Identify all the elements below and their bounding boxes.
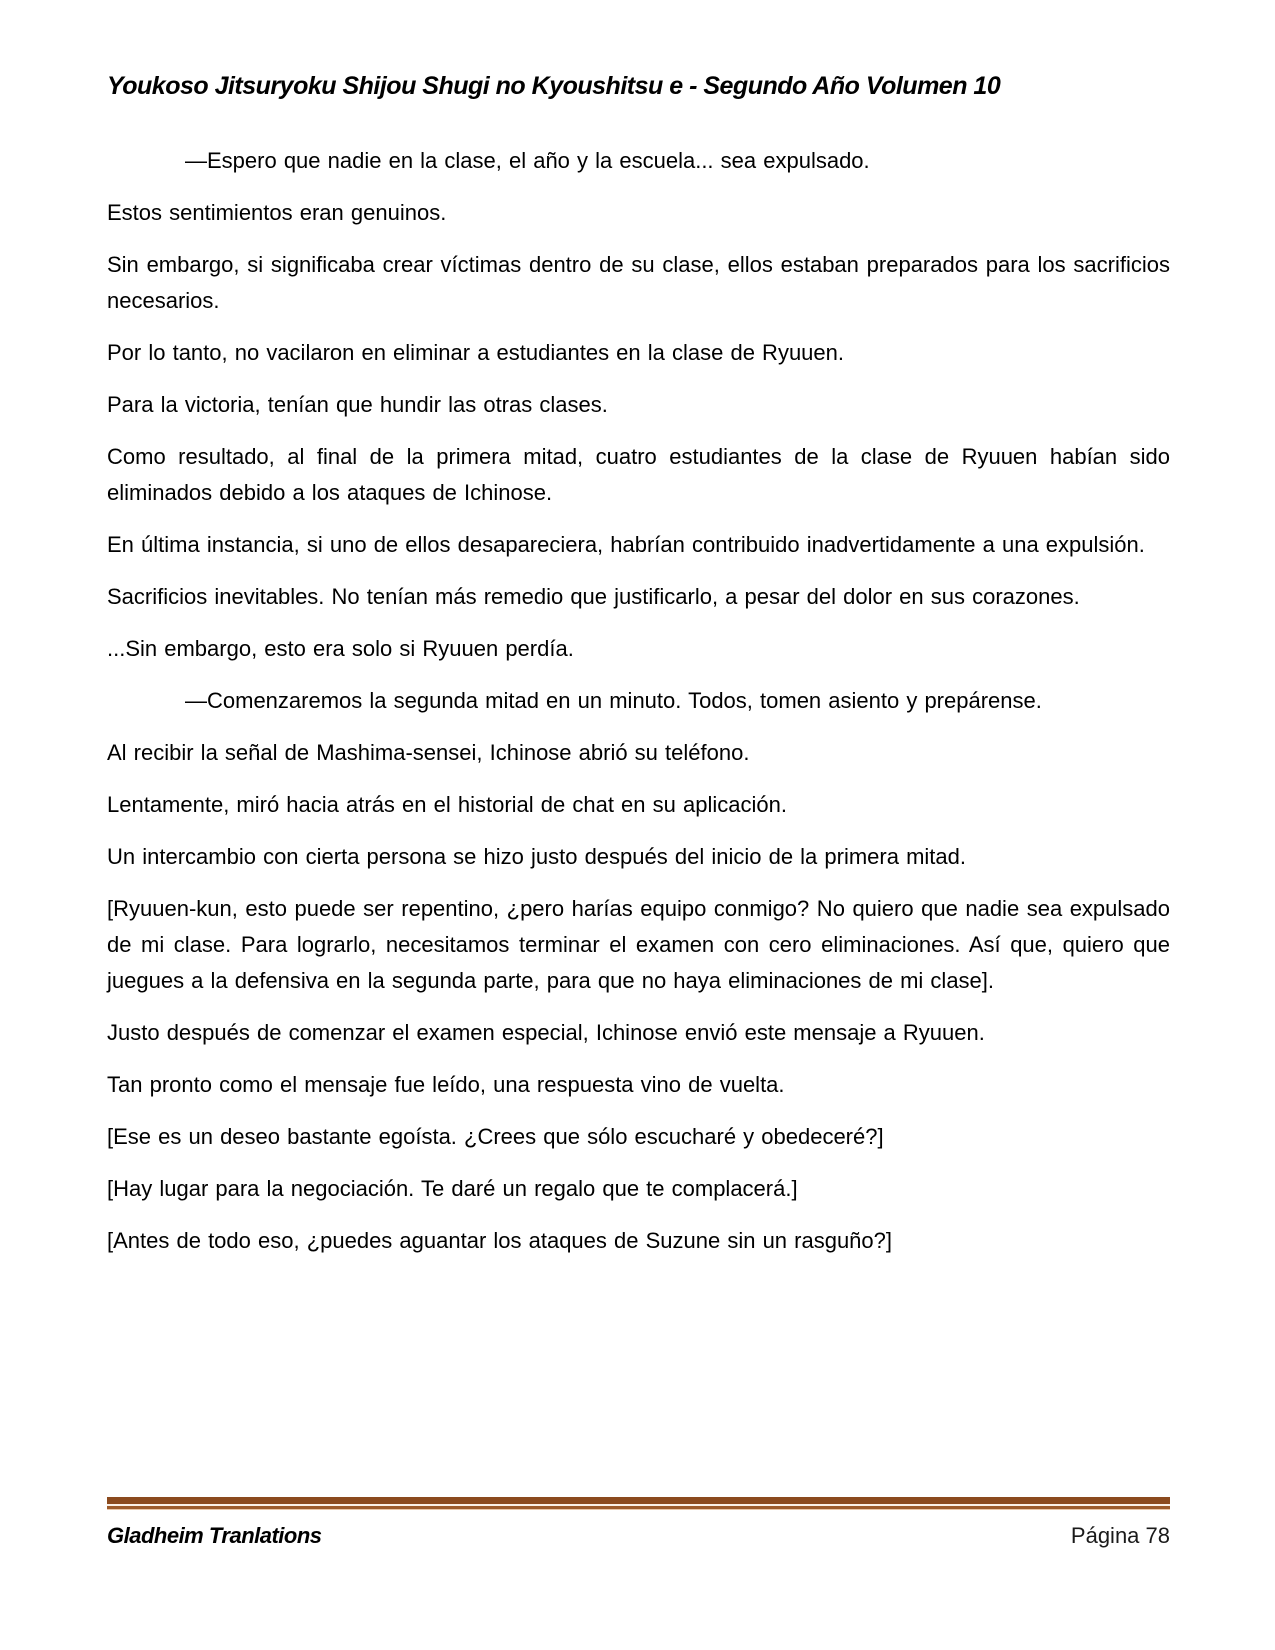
page-footer [107, 1497, 1170, 1549]
paragraph: [Ryuuen-kun, esto puede ser repentino, ¿pero harías equipo conmigo? No quiero que nadie sea expulsado de mi clase. Para lograrlo, necesitamos terminar el examen con cero eliminaciones. Así que, quiero que juegues a la defensiva en la segunda parte, para que no haya eliminaciones de mi clase]. [107, 896, 1170, 993]
page-number: Página 78 [1070, 1523, 1170, 1548]
paragraph: [Antes de todo eso, ¿puedes aguantar los ataques de Suzune sin un rasguño?] [107, 1228, 892, 1253]
page-title: Youkoso Jitsuryoku Shijou Shugi no Kyoushitsu e - Segundo Año Volumen 10 [107, 72, 1001, 100]
paragraph: [Hay lugar para la negociación. Te daré un regalo que te complacerá.] [107, 1176, 798, 1201]
divider-pale-band [107, 1509, 1170, 1510]
paragraph: Sacrificios inevitables. No tenían más remedio que justificarlo, a pesar del dolor en sus corazones. [107, 584, 1080, 609]
paragraph: Lentamente, miró hacia atrás en el historial de chat en su aplicación. [107, 792, 787, 817]
translator-credit: Gladheim Tranlations [107, 1523, 322, 1548]
paragraph: Estos sentimientos eran genuinos. [107, 200, 447, 225]
footer-row [107, 1523, 1170, 1549]
page-body [107, 143, 1170, 1259]
paragraph: Por lo tanto, no vacilaron en eliminar a estudiantes en la clase de Ryuuen. [107, 340, 844, 365]
paragraph: Como resultado, al final de la primera mitad, cuatro estudiantes de la clase de Ryuuen habían sido eliminados debido a los ataques de Ichinose. [107, 444, 1170, 505]
paragraph: Para la victoria, tenían que hundir las otras clases. [107, 392, 608, 417]
paragraph: [Ese es un deseo bastante egoísta. ¿Crees que sólo escucharé y obedeceré?] [107, 1124, 884, 1149]
footer-divider [107, 1497, 1170, 1510]
paragraph: Tan pronto como el mensaje fue leído, una respuesta vino de vuelta. [107, 1072, 785, 1097]
divider-thick-band [107, 1497, 1170, 1504]
paragraph: Sin embargo, si significaba crear víctimas dentro de su clase, ellos estaban preparados para los sacrificios necesarios. [107, 252, 1170, 313]
paragraph: ...Sin embargo, esto era solo si Ryuuen perdía. [107, 636, 574, 661]
paragraph: —Comenzaremos la segunda mitad en un minuto. Todos, tomen asiento y prepárense. [185, 688, 1042, 713]
paragraph: Un intercambio con cierta persona se hizo justo después del inicio de la primera mitad. [107, 844, 966, 869]
paragraph: Al recibir la señal de Mashima-sensei, Ichinose abrió su teléfono. [107, 740, 750, 765]
paragraph: Justo después de comenzar el examen especial, Ichinose envió este mensaje a Ryuuen. [107, 1020, 985, 1045]
paragraph: —Espero que nadie en la clase, el año y la escuela... sea expulsado. [185, 148, 870, 173]
paragraph: En última instancia, si uno de ellos desapareciera, habrían contribuido inadvertidamente a una expulsión. [107, 532, 1145, 557]
